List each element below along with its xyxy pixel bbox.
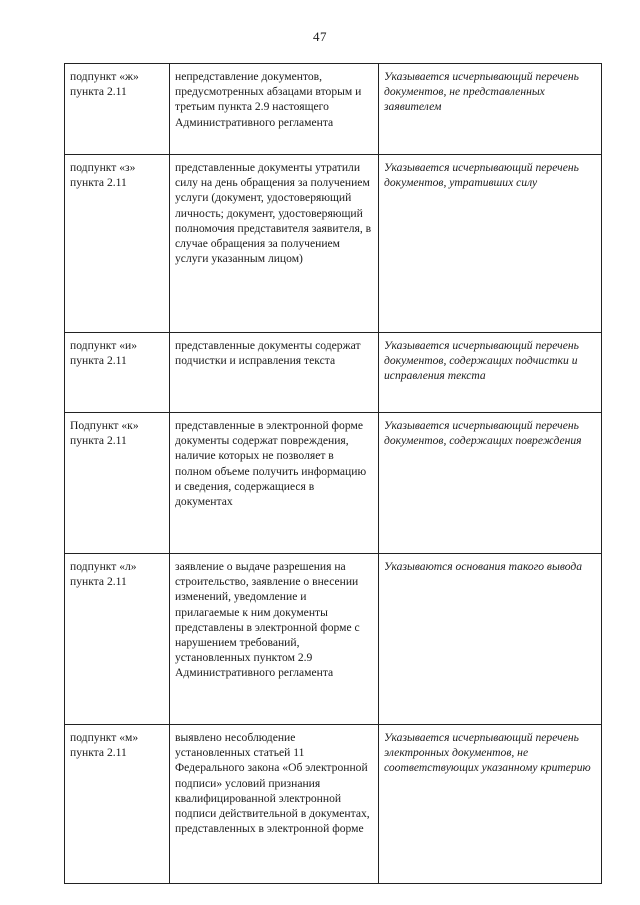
table-row	[65, 333, 602, 413]
row-reference: подпункт «ж» пункта 2.11	[65, 64, 170, 155]
row-explanation: Указывается исчерпывающий перечень документов, содержащих повреждения	[379, 413, 602, 554]
row-explanation: Указывается исчерпывающий перечень документов, содержащих подчистки и исправления текста	[379, 333, 602, 413]
table-row	[65, 155, 602, 333]
row-reference: подпункт «з» пункта 2.11	[65, 155, 170, 333]
table-row	[65, 554, 602, 725]
row-description: непредставление документов, предусмотренных абзацами вторым и третьим пункта 2.9 настоящего Административного регламента	[170, 64, 379, 155]
row-reference: Подпункт «к» пункта 2.11	[65, 413, 170, 554]
page-number: 47	[313, 29, 327, 44]
row-description: представленные документы утратили силу на день обращения за получением услуги (документ, удостоверяющий личность; документ, удостоверяющий полномочия представителя заявителя, в случае обращения за получением услуги указанным лицом)	[170, 155, 379, 333]
row-description: представленные документы содержат подчистки и исправления текста	[170, 333, 379, 413]
row-explanation: Указываются основания такого вывода	[379, 554, 602, 725]
row-explanation: Указывается исчерпывающий перечень документов, утративших силу	[379, 155, 602, 333]
table-row	[65, 413, 602, 554]
row-description: выявлено несоблюдение установленных статьей 11 Федерального закона «Об электронной подписи» условий признания квалифицированной электронной подписи действительной в документах, представленных в электронной форме	[170, 725, 379, 884]
row-explanation: Указывается исчерпывающий перечень электронных документов, не соответствующих указанному критерию	[379, 725, 602, 884]
row-description: представленные в электронной форме документы содержат повреждения, наличие которых не позволяет в полном объеме получить информацию и сведения, содержащиеся в документах	[170, 413, 379, 554]
row-explanation: Указывается исчерпывающий перечень документов, не представленных заявителем	[379, 64, 602, 155]
table-row	[65, 64, 602, 155]
row-reference: подпункт «и» пункта 2.11	[65, 333, 170, 413]
grounds-table	[64, 63, 602, 884]
table-row	[65, 725, 602, 884]
row-reference: подпункт «л» пункта 2.11	[65, 554, 170, 725]
row-description: заявление о выдаче разрешения на строительство, заявление о внесении изменений, уведомление и прилагаемые к ним документы представлены в электронной форме с нарушением требований, установленных пунктом 2.9 Административного регламента	[170, 554, 379, 725]
row-reference: подпункт «м» пункта 2.11	[65, 725, 170, 884]
